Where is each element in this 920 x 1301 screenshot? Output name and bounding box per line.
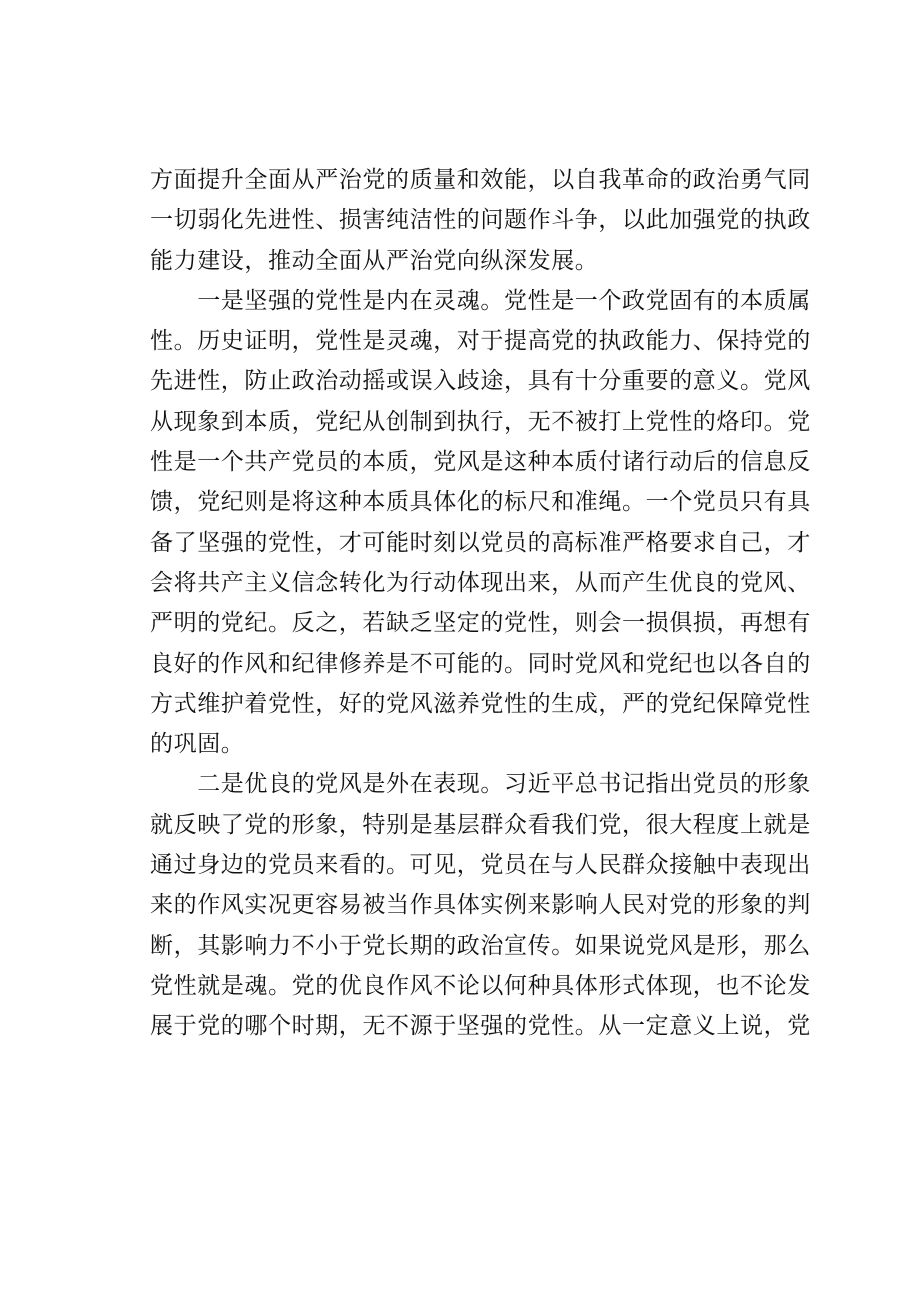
- paragraph-1: [150, 160, 811, 281]
- text-line: 二是优良的党风是外在表现。习近平总书记指出党员的形象: [150, 771, 811, 798]
- text-line: 党性就是魂。党的优良作风不论以何种具体形式体现，也不论发: [150, 972, 811, 999]
- text-line: 断，其影响力不小于党长期的政治宣传。如果说党风是形，那么: [150, 932, 811, 959]
- text-line: 方式维护着党性，好的党风滋养党性的生成，严的党纪保障党性: [150, 690, 811, 717]
- text-line: 一是坚强的党性是内在灵魂。党性是一个政党固有的本质属: [150, 287, 811, 314]
- text-line: 从现象到本质，党纪从创制到执行，无不被打上党性的烙印。党: [150, 408, 811, 435]
- paragraph-3: [150, 764, 811, 1046]
- text-line: 就反映了党的形象，特别是基层群众看我们党，很大程度上就是: [150, 811, 811, 838]
- paragraph-2: [150, 281, 811, 765]
- text-line: 会将共产主义信念转化为行动体现出来，从而产生优良的党风、: [150, 569, 811, 596]
- text-line: 通过身边的党员来看的。可见，党员在与人民群众接触中表现出: [150, 852, 811, 879]
- text-line: 备了坚强的党性，才可能时刻以党员的高标准严格要求自己，才: [150, 529, 811, 556]
- text-line: 能力建设，推动全面从严治党向纵深发展。: [150, 247, 599, 274]
- text-line: 一切弱化先进性、损害纯洁性的问题作斗争，以此加强党的执政: [150, 207, 811, 234]
- text-line: 馈，党纪则是将这种本质具体化的标尺和准绳。一个党员只有具: [150, 489, 811, 516]
- text-line: 严明的党纪。反之，若缺乏坚定的党性，则会一损俱损，再想有: [150, 610, 811, 637]
- text-line: 性。历史证明，党性是灵魂，对于提高党的执政能力、保持党的: [150, 328, 811, 355]
- text-line: 来的作风实况更容易被当作具体实例来影响人民对党的形象的判: [150, 892, 811, 919]
- text-line: 方面提升全面从严治党的质量和效能，以自我革命的政治勇气同: [150, 167, 811, 193]
- text-line: 性是一个共产党员的本质，党风是这种本质付诸行动后的信息反: [150, 449, 811, 476]
- text-line: 先进性，防止政治动摇或误入歧途，具有十分重要的意义。党风: [150, 368, 811, 395]
- text-line: 的巩固。: [150, 731, 245, 758]
- text-line: 良好的作风和纪律修养是不可能的。同时党风和党纪也以各自的: [150, 650, 811, 677]
- text-line: 展于党的哪个时期，无不源于坚强的党性。从一定意义上说，党: [150, 1013, 811, 1040]
- body-text: [150, 160, 811, 1047]
